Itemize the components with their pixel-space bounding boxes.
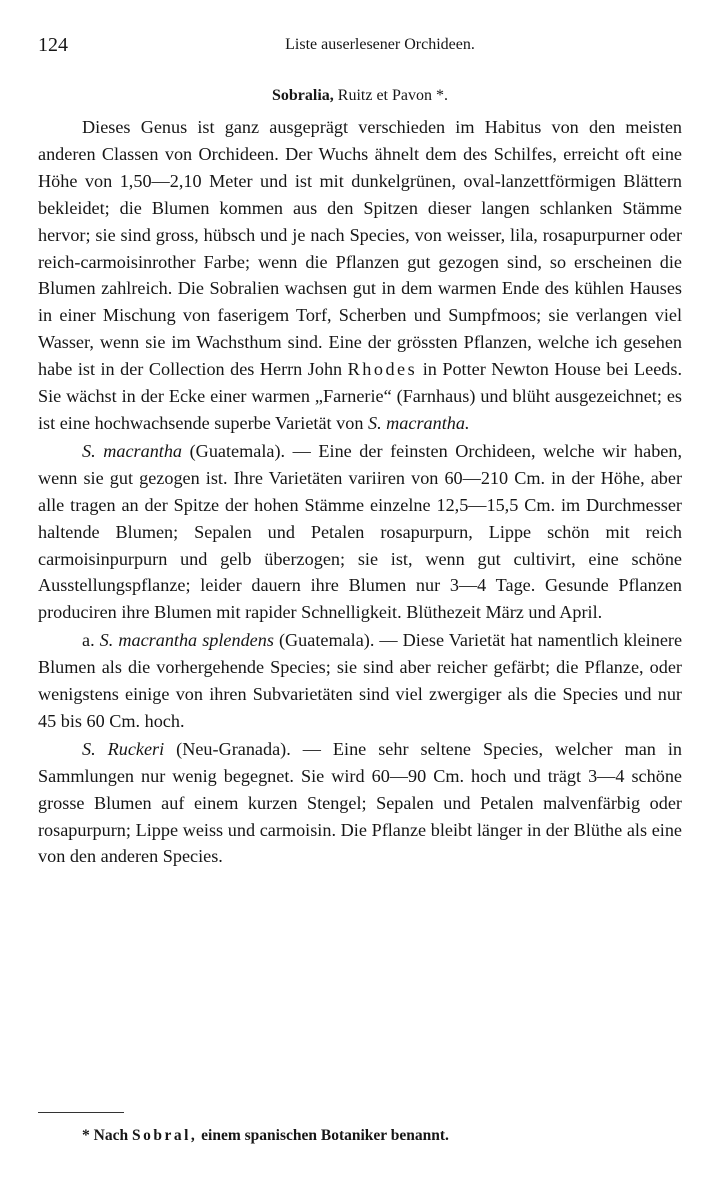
paragraph-s-macrantha xyxy=(38,438,682,626)
genus-authors: Ruitz et Pavon *. xyxy=(337,87,448,104)
footnote-divider xyxy=(38,1112,124,1113)
paragraph-text: in Potter Newton House bei Leeds. Sie wächst in der Ecke einer warmen „Farnerie“ (Farnhaus) und blüht ausgezeichnet; es ist eine hochwachsende superbe Varietät von xyxy=(38,359,683,433)
paragraph-s-macrantha-splendens xyxy=(38,627,682,735)
species-name: S. Ruckeri xyxy=(82,738,165,759)
footnote-marker: * xyxy=(82,1127,90,1144)
running-head xyxy=(38,30,682,60)
paragraph-s-ruckeri xyxy=(38,736,682,871)
footnote-text: Nach xyxy=(93,1127,129,1144)
section-heading xyxy=(38,82,682,110)
person-name: Rhodes xyxy=(347,359,418,380)
species-name: S. macrantha xyxy=(82,440,183,461)
paragraph-text: (Neu-Granada). — Eine sehr seltene Species, welcher man in Sammlungen nur wenig begegnet. Sie wird 60—90 Cm. hoch und trägt 3—4 schöne grosse Blumen auf einem kurzen Stengel; Sepalen und Petalen malvenfärbig oder rosapurpurn; Lippe weiss und carmoisin. Die Pflanze bleibt länger in der Blüthe als eine von den anderen Species. xyxy=(38,738,683,867)
variety-marker: a. xyxy=(82,630,95,651)
person-name: Sobral, xyxy=(131,1127,198,1144)
running-title: Liste auserlesener Orchideen. xyxy=(285,36,475,53)
species-name: S. macrantha splendens xyxy=(99,630,274,651)
footnote xyxy=(82,1124,682,1148)
body-text xyxy=(38,114,682,870)
paragraph-text: (Guatemala). — Diese Varietät hat namentlich kleinere Blumen als die vorhergehende Species; sie sind aber reicher gefärbt; die Pflanze, oder wenigstens einige von ihren Subvarietäten sind viel zwergiger als die Species und nur 45 bis 60 Cm. hoch. xyxy=(38,630,683,731)
paragraph-genus-description xyxy=(38,114,682,437)
page-number: 124 xyxy=(38,34,68,56)
genus-name: Sobralia, xyxy=(271,87,334,104)
footnote-text: einem spanischen Botaniker benannt. xyxy=(201,1127,449,1144)
species-name: S. macrantha. xyxy=(367,412,470,433)
paragraph-text: (Guatemala). — Eine der feinsten Orchideen, welche wir haben, wenn sie gut gezogen ist. Ihre Varietäten variiren von 60—210 Cm. in der Höhe, aber alle tragen an der Spitze der hohen Stämme einzelne 12,5—15,5 Cm. im Durchmesser haltende Blumen; Sepalen und Petalen rosapurpurn, Lippe schön mit reich carmoisinpurpurn und gelb überzogen; sie ist, wenn gut cultivirt, eine schöne Ausstellungspflanze; leider dauern ihre Blumen nur 3—4 Tage. Gesunde Pflanzen produciren ihre Blumen mit rapider Schnelligkeit. Blüthezeit März und April. xyxy=(38,440,683,623)
paragraph-text: Dieses Genus ist ganz ausgeprägt verschieden im Habitus von den meisten anderen Classen von Orchideen. Der Wuchs ähnelt dem des Schilfes, erreicht oft eine Höhe von 1,50—2,10 Meter und ist mit dunkelgrünen, oval-lanzettförmigen Blättern bekleidet; die Blumen kommen aus den Spitzen dieser langen schlanken Stämme hervor; sie sind gross, hübsch und je nach Species, von weisser, lila, rosapurpurner oder reich-carmoisinrother Farbe; wenn die Pflanzen gut gezogen sind, so erscheinen die Blumen zahlreich. Die Sobralien wachsen gut in dem warmen Ende des kühlen Hauses in einer Mischung von faserigem Torf, Scherben und Sumpfmoos; sie verlangen viel Wasser, wenn sie im Wachsthum sind. Eine der grössten Pflanzen, welche ich gesehen habe ist in der Collection des Herrn John xyxy=(38,117,682,380)
